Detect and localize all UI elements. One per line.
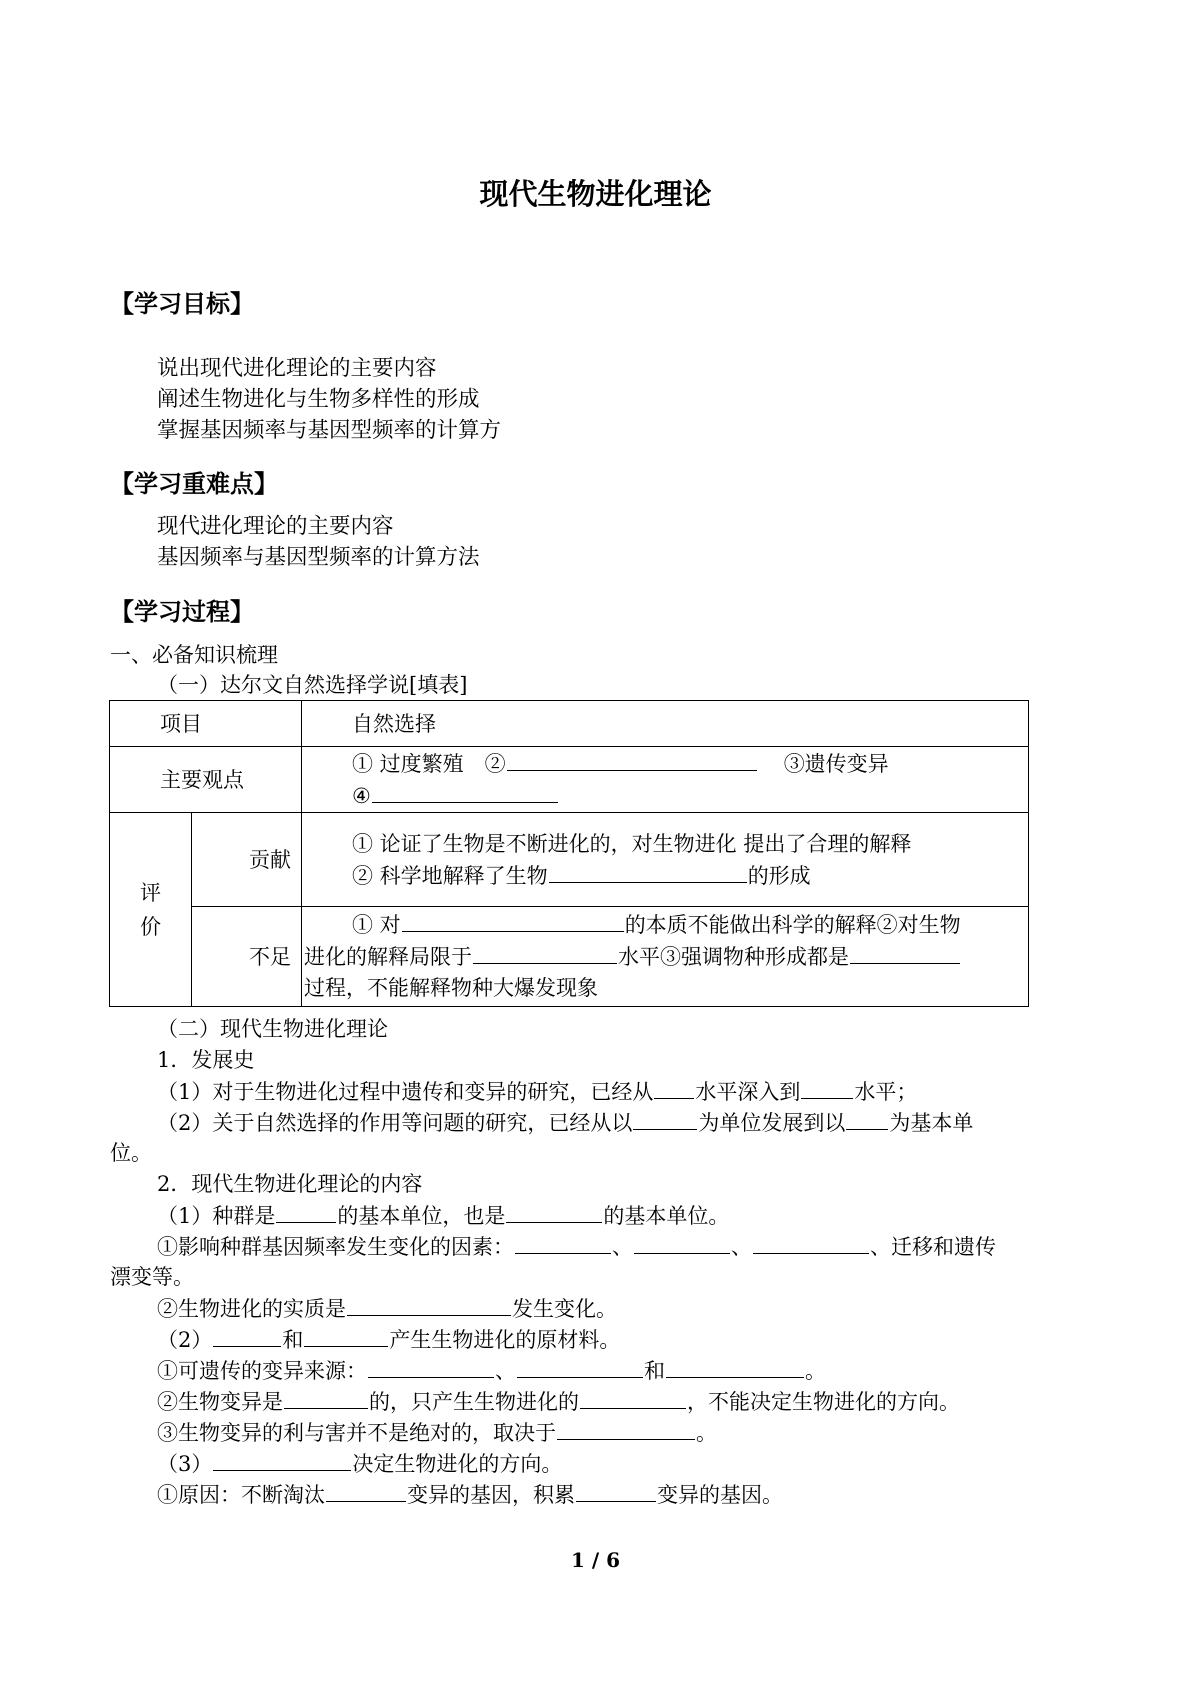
- content-line: ②生物进化的实质是 发生变化。: [157, 1293, 617, 1325]
- content-line: ②生物变异是 的，只产生生物进化的 ，不能决定生物进化的方向。: [157, 1386, 960, 1418]
- header-cell-item: 项目: [110, 701, 302, 747]
- shortcoming-3: 过程，不能解释物种大爆发现象: [304, 976, 598, 1000]
- shortcoming-label: 不足: [192, 907, 302, 1007]
- content-heading: 2．现代生物进化理论的内容: [157, 1172, 423, 1196]
- goal-item: 阐述生物进化与生物多样性的形成: [157, 387, 480, 412]
- contribution-2a: ② 科学地解释了生物: [352, 863, 548, 888]
- dev-line-2-cont: 位。: [110, 1141, 152, 1165]
- main-points-label: 主要观点: [110, 747, 302, 813]
- content-line: ①影响种群基因频率发生变化的因素： 、 、 、迁移和遗传: [157, 1231, 996, 1263]
- key-points-heading: 【学习重难点】: [110, 469, 278, 498]
- blank: [507, 748, 757, 771]
- contribution-label: 贡献: [192, 813, 302, 907]
- shortcoming-2b: 水平③强调物种形成都是: [618, 945, 849, 969]
- main-point-4: ④: [352, 783, 371, 808]
- shortcoming-1b: 的本质不能做出科学的解释②对生物: [624, 913, 961, 937]
- main-point-1: ① 过度繁殖 ②: [352, 751, 506, 776]
- goals-heading: 【学习目标】: [110, 289, 254, 318]
- shortcoming-2a: 进化的解释局限于: [304, 945, 472, 969]
- content-line: （3） 决定生物进化的方向。: [157, 1448, 562, 1480]
- dev-heading: 1．发展史: [157, 1048, 255, 1072]
- blank: [850, 941, 960, 964]
- content-line: ③生物变异的利与害并不是绝对的，取决于 。: [157, 1417, 717, 1449]
- content-line: ①可遗传的变异来源： 、 和 。: [157, 1355, 826, 1387]
- content-line: ①原因：不断淘汰 变异的基因，积累 变异的基因。: [157, 1479, 783, 1511]
- goal-item: 说出现代进化理论的主要内容: [157, 356, 437, 381]
- sub-heading: （一）达尔文自然选择学说[填表]: [157, 673, 468, 697]
- part-heading: 一、必备知识梳理: [110, 643, 278, 667]
- goal-item: 掌握基因频率与基因型频率的计算方: [157, 418, 502, 443]
- shortcoming-cell: [302, 907, 1029, 1007]
- key-item: 现代进化理论的主要内容: [157, 514, 394, 539]
- contribution-2b: 的形成: [747, 863, 811, 888]
- dev-line-1: （1）对于生物进化过程中遗传和变异的研究，已经从 水平深入到 水平；: [157, 1076, 917, 1108]
- key-item: 基因频率与基因型频率的计算方法: [157, 545, 480, 570]
- page-title: 现代生物进化理论: [479, 177, 712, 211]
- evaluation-label: 评价: [110, 813, 192, 1007]
- content-line: （1）种群是 的基本单位，也是 的基本单位。: [157, 1200, 729, 1232]
- header-cell-natural-selection: 自然选择: [302, 701, 1029, 747]
- sub-heading: （二）现代生物进化理论: [157, 1017, 388, 1041]
- content-line: （2） 和 产生生物进化的原材料。: [157, 1324, 620, 1356]
- blank: [402, 909, 624, 932]
- dev-line-2: （2）关于自然选择的作用等问题的研究，已经从以 为单位发展到以 为基本单: [157, 1107, 973, 1139]
- blank: [372, 780, 558, 803]
- process-heading: 【学习过程】: [110, 597, 254, 626]
- shortcoming-1a: ① 对: [352, 913, 401, 937]
- content-line: 漂变等。: [110, 1265, 194, 1289]
- contribution-cell: [302, 813, 1029, 907]
- page-number: 1 / 6: [570, 1548, 621, 1572]
- blank: [549, 860, 747, 883]
- contribution-1: ① 论证了生物是不断进化的，对生物进化 提出了合理的解释: [352, 831, 912, 856]
- blank: [473, 941, 617, 964]
- main-points-cell: [302, 747, 1029, 813]
- darwin-table: [109, 700, 1029, 1007]
- main-point-3: ③遗传变异: [783, 751, 889, 776]
